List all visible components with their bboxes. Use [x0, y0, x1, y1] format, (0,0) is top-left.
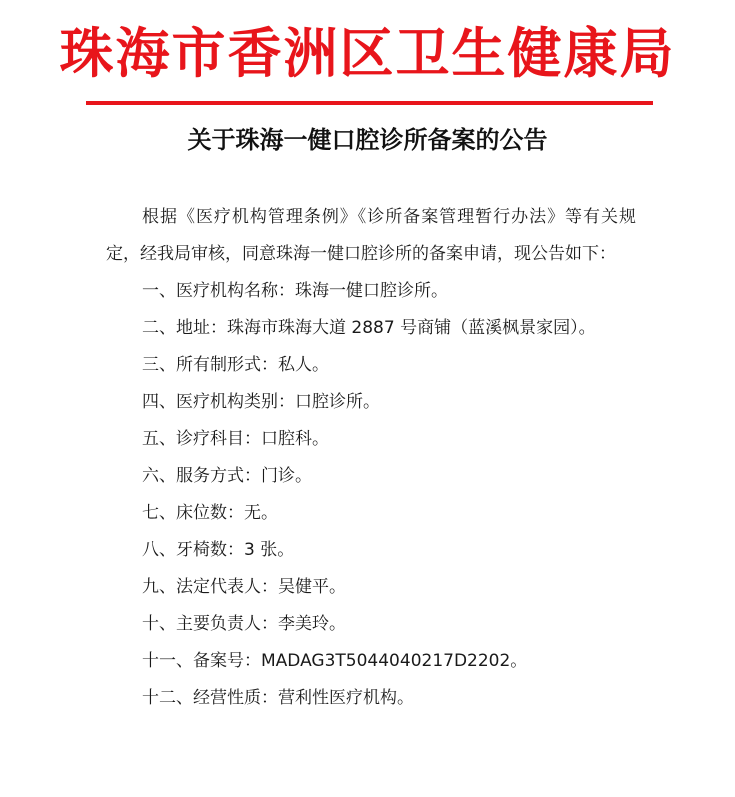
item-legal-representative: 九、法定代表人：吴健平。	[142, 577, 346, 597]
item-facility-category: 四、医疗机构类别：口腔诊所。	[142, 392, 380, 412]
item-address: 二、地址：珠海市珠海大道 2887 号商铺（蓝溪枫景家园）。	[142, 318, 596, 338]
intro-paragraph: 根据《医疗机构管理条例》《诊所备案管理暂行办法》等有关规定，经我局审核，同意珠海一健口腔诊所的备案申请，现公告如下：	[106, 207, 636, 264]
item-bed-count: 七、床位数：无。	[142, 503, 278, 523]
item-service-mode: 六、服务方式：门诊。	[142, 466, 312, 486]
item-business-nature: 十二、经营性质：营利性医疗机构。	[142, 688, 414, 708]
document-body	[106, 199, 636, 717]
item-registration-number: 十一、备案号：MADAG3T5044040217D2202。	[142, 651, 528, 671]
item-dental-chairs: 八、牙椅数：3 张。	[142, 540, 295, 560]
item-facility-name: 一、医疗机构名称：珠海一健口腔诊所。	[142, 281, 448, 301]
red-separator-line	[86, 101, 653, 105]
issuing-authority-header: 珠海市香洲区卫生健康局	[59, 21, 676, 85]
document-title: 关于珠海一健口腔诊所备案的公告	[187, 125, 548, 154]
item-principal-in-charge: 十、主要负责人：李美玲。	[142, 614, 346, 634]
item-ownership: 三、所有制形式：私人。	[142, 355, 329, 375]
item-clinical-departments: 五、诊疗科目：口腔科。	[142, 429, 329, 449]
